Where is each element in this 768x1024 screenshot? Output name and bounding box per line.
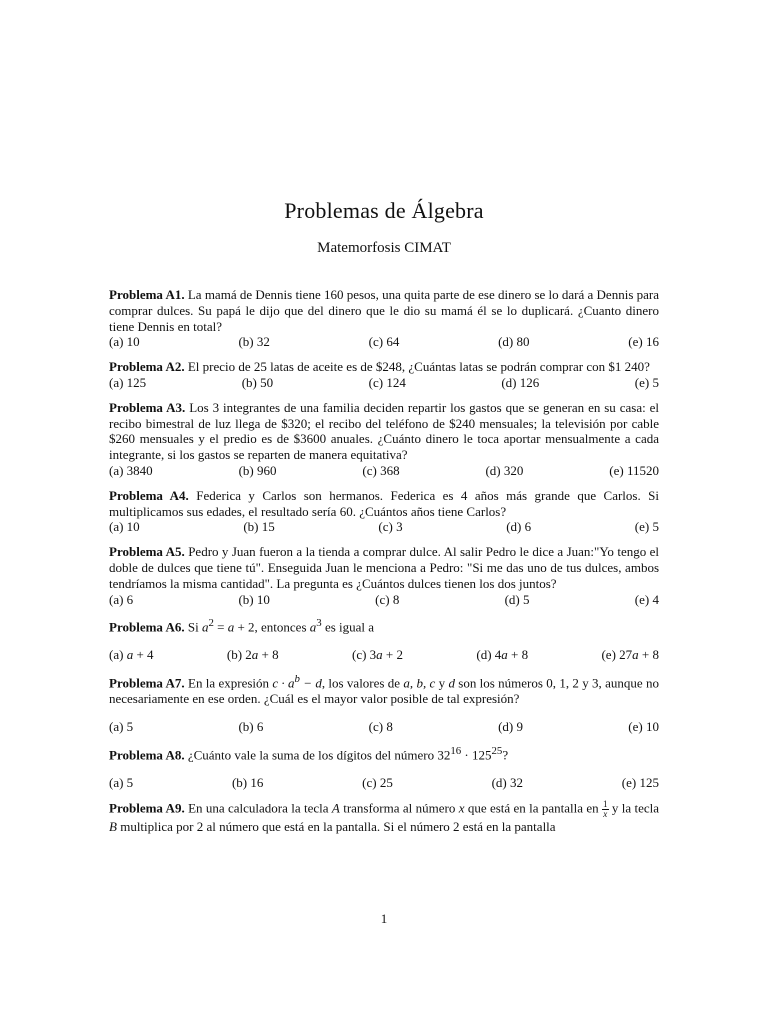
option-a: (a) 6 [109,591,134,607]
problem-text-part: ¿Cuánto vale la suma de los dígitos del número 32 [187,747,451,763]
problem-text-part: y [435,675,449,691]
option-a: (a) 5 [109,775,134,791]
option-expression: + 8 [258,647,279,663]
math-variable: x [458,800,465,816]
option-b: (b) 32 [238,334,270,350]
option-d: (d) 80 [498,334,530,350]
option-c: (c) 64 [368,334,400,350]
math-variable: a [501,647,508,663]
option-expression: + 2 [382,647,404,663]
problem-label: Problema A3. [109,399,186,415]
option-e: (e) 5 [634,519,659,535]
option-e: (e) 125 [621,775,659,791]
problem-text-part: Si [187,619,202,635]
option-prefix: (c) 3 [351,647,377,663]
answer-options [109,334,659,350]
option-a: (a) 5 [109,719,134,735]
option-d: (d) 126 [501,374,540,390]
option-prefix: (d) 4 [476,647,502,663]
option-d: (d) 320 [485,462,524,478]
option-a: (a) 3840 [109,462,153,478]
option-expression: + 4 [133,647,154,663]
option-a: (a) 10 [109,334,140,350]
option-prefix: (b) 2 [226,647,252,663]
option-d: (d) 5 [504,591,530,607]
option-e: (e) 10 [628,719,659,735]
math-exponent: 16 [450,744,462,757]
problem-text-part: es igual a [321,619,375,635]
problem-statement [109,359,659,375]
option-e: (e) 11520 [609,462,659,478]
problem-a9 [109,800,659,835]
problem-label: Problema A8. [109,747,185,763]
problem-text-part: ? [502,747,509,763]
page-subtitle: Matemorfosis CIMAT [317,240,451,256]
option-c: (c) 8 [368,719,393,735]
answer-options [109,463,659,479]
problem-statement [109,400,659,463]
math-expression: c · a [272,675,295,691]
answer-options [109,719,659,735]
problem-a4 [109,488,659,535]
answer-options [109,519,659,535]
option-expression: + 8 [638,647,659,663]
math-exponent: 3 [316,617,322,630]
fraction-denominator: x [603,808,608,819]
option-c: (c) 368 [362,462,400,478]
math-variable: a [201,619,209,635]
problem-label: Problema A9. [109,800,185,816]
fraction-numerator: 1 [603,798,608,809]
math-variable: a [376,647,383,663]
answer-options [109,647,659,663]
math-variable: a [227,619,235,635]
problem-text-part: · 125 [461,747,492,763]
problem-text-part: , los valores de [321,675,404,691]
page-title: Problemas de Álgebra [284,198,484,223]
option-expression: + 8 [507,647,529,663]
option-d: (d) 32 [491,775,524,791]
problem-statement [109,544,659,591]
option-d: (d) 9 [498,719,524,735]
option-b [227,647,279,663]
problem-label: Problema A7. [109,675,185,691]
problem-a5 [109,544,659,607]
problem-label: Problema A5. [109,544,185,560]
option-a: (a) 10 [109,519,140,535]
problem-statement [109,488,659,520]
problem-label: Problema A1. [109,287,185,302]
math-variable: a [126,647,134,663]
option-c: (c) 8 [375,591,400,607]
option-b: (b) 6 [238,719,264,735]
problem-text: Federica y Carlos son hermanos. Federica es 4 años más grande que Carlos. Si multiplicamos sus edades, el resultado sería 60. ¿Cuántos años tiene Carlos? [109,487,659,519]
option-b: (b) 10 [238,591,270,607]
problem-statement [109,616,659,635]
math-variable: A [331,800,340,816]
option-e: (e) 5 [634,374,659,390]
problem-a3 [109,400,659,479]
problem-text-part: multiplica por 2 al número que está en la pantalla. Si el número 2 está en la pantalla [116,818,556,834]
problem-statement [109,800,659,835]
option-b: (b) 15 [243,519,275,535]
problem-list [109,287,659,844]
answer-options [109,592,659,608]
problem-text: El precio de 25 latas de aceite es de $248, ¿Cuántas latas se podrán comprar con $1 240? [187,359,650,375]
problem-a1 [109,287,659,350]
answer-options [109,375,659,391]
option-d: (d) 6 [506,519,532,535]
problem-text-part: transforma al número [339,800,459,816]
option-e: (e) 16 [628,334,659,350]
problem-text: Pedro y Juan fueron a la tienda a comprar dulce. Al salir Pedro le dice a Juan:"Yo tengo el doble de dulces que tiene tú". Enseguida Juan le menciona a Pedro: "Si me das uno de tus dulces, ambos tendríamos la misma cantidad". La pregunta es ¿Cuántos dulces tienen los dos juntos? [109,544,660,591]
option-b: (b) 960 [238,462,277,478]
problem-a6 [109,616,659,663]
problem-text: La mamá de Dennis tiene 160 pesos, una quita parte de ese dinero se lo dará a Dennis para comprar dulces. Su papá le dijo que del dinero que le dio su mamá él se lo duplicará. ¿Cuanto dinero tiene Dennis en total? [109,287,659,334]
problem-label: Problema A6. [109,619,185,635]
math-variables: a, b, c [403,675,436,691]
option-c [352,647,403,663]
problem-a8 [109,744,659,791]
problem-text-part: + 2, entonces [234,619,310,635]
problem-statement [109,287,659,334]
math-exponent: b [294,673,300,686]
problem-text-part: y la tecla [608,800,660,816]
option-b: (b) 50 [241,374,274,390]
option-d [476,647,528,663]
answer-options [109,775,659,791]
problem-a7 [109,672,659,735]
math-variable: d [448,675,455,691]
option-c: (c) 3 [378,519,403,535]
problem-a2 [109,359,659,391]
math-expression: − d [299,675,322,691]
problem-label: Problema A2. [109,359,185,375]
option-c: (c) 25 [362,775,393,791]
option-prefix: (e) 27 [601,647,633,663]
math-exponent: 25 [491,744,503,757]
option-a: (a) 125 [109,374,147,390]
math-exponent: 2 [208,617,214,630]
math-variable: B [109,818,117,834]
option-b: (b) 16 [231,775,264,791]
math-variable: a [251,647,259,663]
problem-text: Los 3 integrantes de una familia deciden repartir los gastos que se generan en su casa: el recibo bimestral de luz llega de $320; el recibo del teléfono de $240 mensuales; la televisión por cable $260 mensuales y el predio es de $3600 anuales. ¿Cuánto dinero le toca aportar mensualmente a cada integrante, si los gastos se reparten de manera equitativa? [109,399,660,463]
problem-text-part: que está en la pantalla en [464,800,603,816]
problem-text-part: = [213,619,228,635]
math-variable: a [309,619,317,635]
page-number: 1 [380,911,388,926]
option-e: (e) 4 [634,591,659,607]
option-prefix: (a) [109,647,127,663]
problem-statement [109,672,659,707]
option-e [601,647,659,663]
math-variable: a [632,647,639,663]
problem-text-part: En una calculadora la tecla [188,800,332,816]
option-a [109,647,154,663]
problem-statement [109,744,659,763]
problem-text-part: En la expresión [188,675,273,691]
option-c: (c) 124 [368,374,406,390]
problem-label: Problema A4. [109,487,189,503]
problem-text-part: son los números 0, 1, 2 y 3, aunque no necesariamente en ese orden. ¿Cuál es el mayor valor posible de tal expresión? [109,675,659,707]
